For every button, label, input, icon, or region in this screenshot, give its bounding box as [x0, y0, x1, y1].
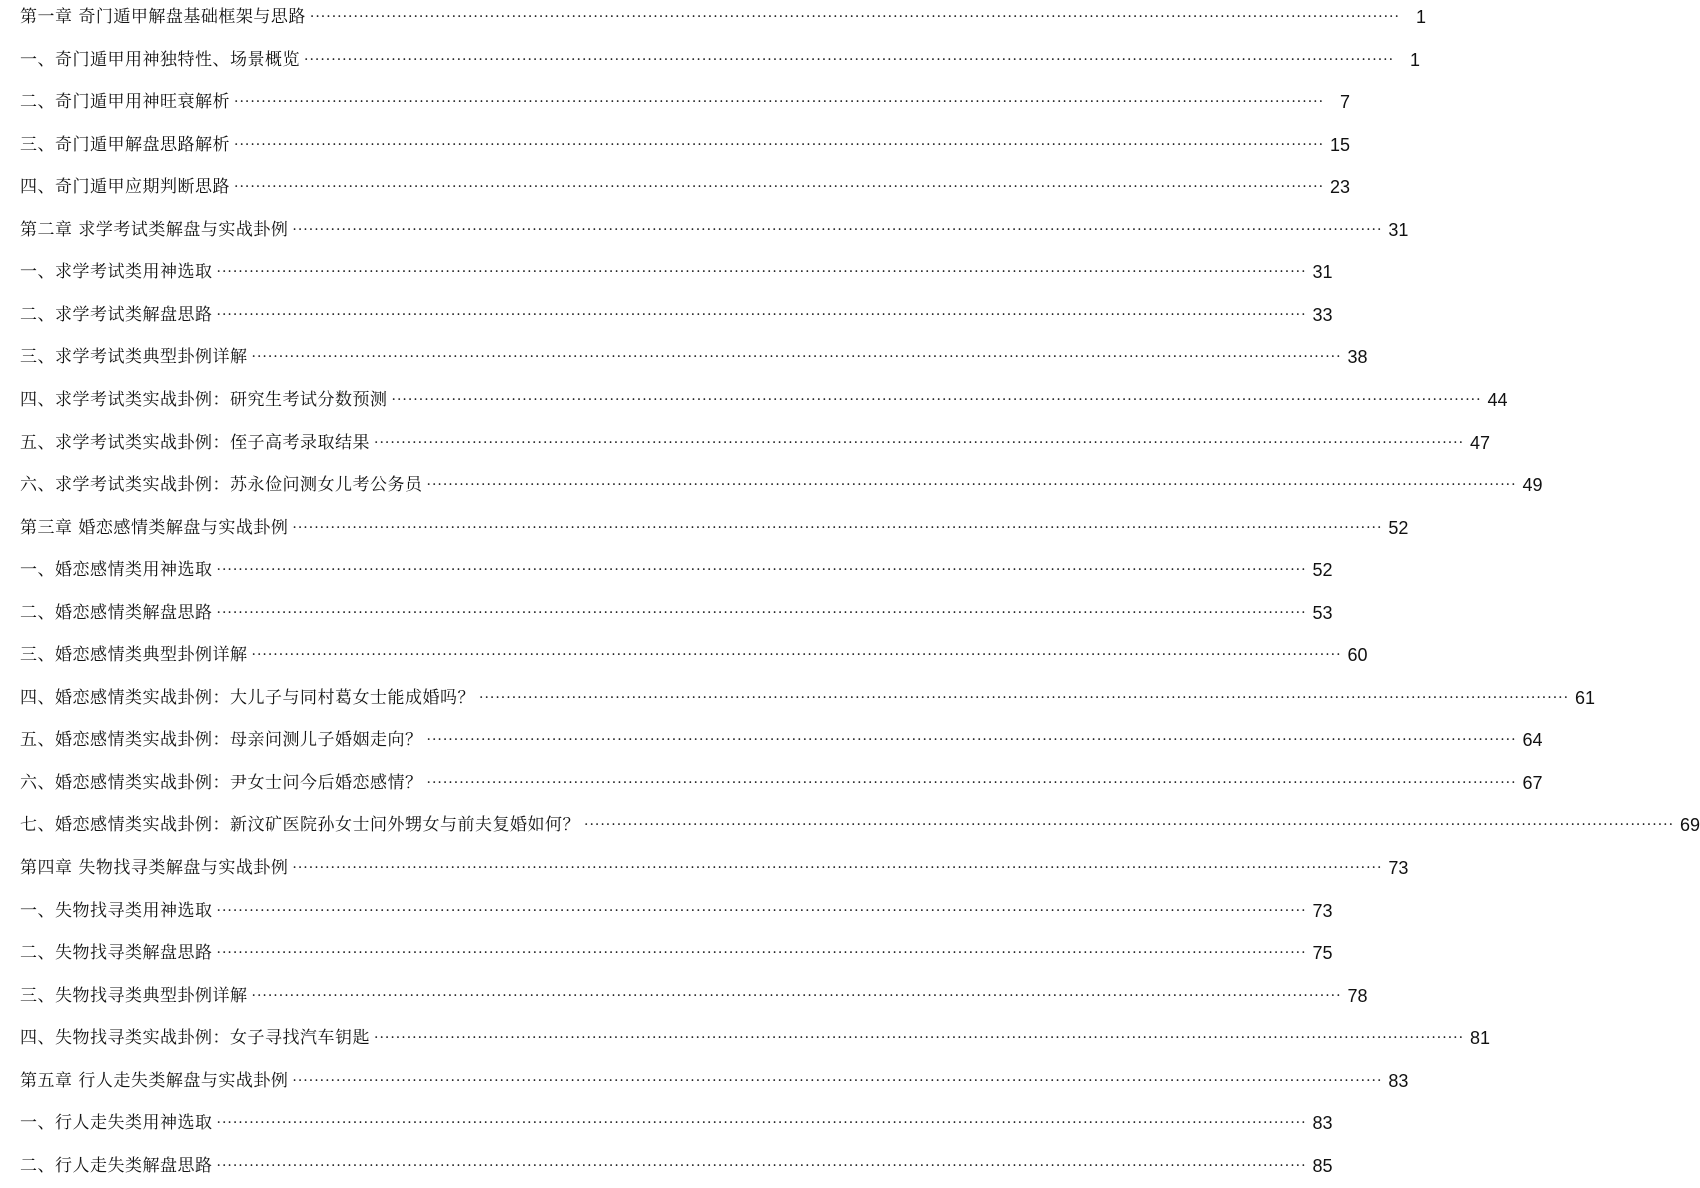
toc-dot-leader: ········································································································································································································ [234, 136, 1325, 153]
toc-dot-leader: ········································································································································································································ [216, 1115, 1307, 1132]
toc-section-entry[interactable] [20, 425, 1491, 461]
toc-dot-leader: ········································································································································································································ [584, 817, 1675, 834]
toc-dot-leader: ········································································································································································································ [426, 477, 1517, 494]
toc-section-entry[interactable] [20, 893, 1333, 929]
toc-section-entry[interactable] [20, 169, 1351, 205]
toc-chapter-entry[interactable] [20, 1063, 1409, 1099]
toc-page-number: 83 [1312, 1113, 1333, 1134]
toc-entry-title: 七、婚恋感情类实战卦例：新汶矿医院孙女士问外甥女与前夫复婚如何？ [20, 815, 580, 836]
toc-dot-leader: ········································································································································································································ [251, 987, 1342, 1004]
toc-dot-leader: ········································································································································································································ [251, 349, 1342, 366]
toc-page-number: 15 [1330, 134, 1351, 155]
toc-page-number: 7 [1340, 92, 1351, 113]
toc-section-entry[interactable] [20, 552, 1333, 588]
toc-entry-title: 二、失物找寻类解盘思路 [20, 943, 213, 964]
toc-entry-title: 四、婚恋感情类实战卦例：大儿子与同村葛女士能成婚吗？ [20, 687, 475, 708]
toc-entry-title: 四、求学考试类实战卦例：研究生考试分数预测 [20, 389, 388, 410]
toc-entry-title: 第一章 奇门遁甲解盘基础框架与思路 [20, 7, 306, 27]
toc-dot-leader: ········································································································································································································ [374, 434, 1465, 451]
toc-section-entry[interactable] [20, 254, 1333, 290]
toc-chapter-entry[interactable] [20, 0, 1426, 35]
toc-entry-title: 二、奇门遁甲用神旺衰解析 [20, 92, 230, 113]
toc-section-entry[interactable] [20, 467, 1543, 503]
toc-entry-title: 第四章 失物找寻类解盘与实战卦例 [20, 858, 289, 878]
toc-chapter-entry[interactable] [20, 850, 1409, 886]
toc-page-number: 33 [1312, 304, 1333, 325]
toc-entry-title: 一、求学考试类用神选取 [20, 262, 213, 283]
toc-page-number: 31 [1388, 219, 1409, 240]
toc-entry-title: 三、奇门遁甲解盘思路解析 [20, 134, 230, 155]
toc-section-entry[interactable] [20, 382, 1508, 418]
toc-entry-title: 四、奇门遁甲应期判断思路 [20, 177, 230, 198]
toc-page-number: 31 [1312, 262, 1333, 283]
toc-page-number: 83 [1388, 1070, 1409, 1091]
toc-entry-title: 第五章 行人走失类解盘与实战卦例 [20, 1070, 289, 1091]
toc-section-entry[interactable] [20, 978, 1368, 1014]
toc-section-entry[interactable] [20, 339, 1368, 375]
toc-section-entry[interactable] [20, 127, 1351, 163]
toc-dot-leader: ········································································································································································································ [292, 1072, 1383, 1089]
toc-page-number: 1 [1415, 7, 1426, 27]
toc-section-entry[interactable] [20, 84, 1351, 120]
toc-dot-leader: ········································································································································································································ [391, 391, 1482, 408]
toc-section-entry[interactable] [20, 807, 1700, 843]
toc-section-entry[interactable] [20, 765, 1543, 801]
toc-section-entry[interactable] [20, 595, 1333, 631]
toc-section-entry[interactable] [20, 297, 1333, 333]
toc-entry-title: 一、行人走失类用神选取 [20, 1113, 213, 1134]
toc-page-number: 85 [1312, 1155, 1333, 1176]
toc-dot-leader: ········································································································································································································ [426, 732, 1517, 749]
toc-dot-leader: ········································································································································································································ [216, 902, 1307, 919]
toc-page-number: 47 [1470, 432, 1491, 453]
toc-section-entry[interactable] [20, 680, 1596, 716]
toc-dot-leader: ········································································································································································································ [251, 647, 1342, 664]
toc-page-number: 81 [1470, 1028, 1491, 1049]
toc-page-number: 78 [1347, 985, 1368, 1006]
toc-section-entry[interactable] [20, 935, 1333, 971]
toc-entry-title: 三、求学考试类典型卦例详解 [20, 347, 248, 368]
toc-dot-leader: ········································································································································································································ [216, 562, 1307, 579]
toc-page-number: 73 [1312, 900, 1333, 921]
toc-page-number: 44 [1487, 389, 1508, 410]
toc-entry-title: 一、婚恋感情类用神选取 [20, 560, 213, 581]
toc-page-number: 49 [1522, 475, 1543, 496]
toc-entry-title: 第二章 求学考试类解盘与实战卦例 [20, 219, 289, 240]
toc-entry-title: 二、行人走失类解盘思路 [20, 1155, 213, 1176]
toc-entry-title: 三、失物找寻类典型卦例详解 [20, 985, 248, 1006]
toc-dot-leader: ········································································································································································································ [304, 51, 1395, 68]
toc-section-entry[interactable] [20, 1020, 1491, 1056]
toc-dot-leader: ········································································································································································································ [234, 94, 1325, 111]
toc-entry-title: 六、求学考试类实战卦例：苏永俭问测女儿考公务员 [20, 475, 423, 496]
toc-dot-leader: ········································································································································································································ [216, 306, 1307, 323]
toc-dot-leader: ········································································································································································································ [479, 689, 1570, 706]
toc-dot-leader: ········································································································································································································ [216, 945, 1307, 962]
toc-section-entry[interactable] [20, 42, 1421, 78]
toc-dot-leader: ········································································································································································································ [426, 774, 1517, 791]
toc-dot-leader: ········································································································································································································ [234, 179, 1325, 196]
toc-dot-leader: ········································································································································································································ [216, 1157, 1307, 1174]
toc-page-number: 1 [1410, 49, 1421, 70]
toc-entry-title: 三、婚恋感情类典型卦例详解 [20, 645, 248, 666]
toc-page-number: 61 [1575, 687, 1596, 708]
toc-dot-leader: ········································································································································································································ [292, 860, 1383, 876]
toc-entry-title: 第三章 婚恋感情类解盘与实战卦例 [20, 517, 289, 538]
toc-section-entry[interactable] [20, 1148, 1333, 1184]
toc-dot-leader: ········································································································································································································ [309, 9, 1400, 25]
toc-page-number: 73 [1388, 858, 1409, 878]
toc-page-number: 67 [1522, 772, 1543, 793]
toc-entry-title: 一、失物找寻类用神选取 [20, 900, 213, 921]
toc-entry-title: 四、失物找寻类实战卦例：女子寻找汽车钥匙 [20, 1028, 370, 1049]
toc-section-entry[interactable] [20, 722, 1543, 758]
toc-page-number: 60 [1347, 645, 1368, 666]
toc-dot-leader: ········································································································································································································ [292, 221, 1383, 238]
toc-dot-leader: ········································································································································································································ [374, 1030, 1465, 1047]
toc-page-number: 69 [1680, 815, 1700, 836]
toc-dot-leader: ········································································································································································································ [216, 604, 1307, 621]
toc-page-number: 38 [1347, 347, 1368, 368]
toc-section-entry[interactable] [20, 1105, 1333, 1141]
toc-entry-title: 二、婚恋感情类解盘思路 [20, 602, 213, 623]
toc-page-number: 64 [1522, 730, 1543, 751]
toc-entry-title: 五、婚恋感情类实战卦例：母亲问测儿子婚姻走向？ [20, 730, 423, 751]
toc-page-number: 52 [1312, 560, 1333, 581]
toc-chapter-entry[interactable] [20, 212, 1409, 248]
toc-entry-title: 二、求学考试类解盘思路 [20, 304, 213, 325]
toc-page-number: 52 [1388, 517, 1409, 538]
toc-entry-title: 一、奇门遁甲用神独特性、场景概览 [20, 49, 300, 70]
toc-section-entry[interactable] [20, 637, 1368, 673]
toc-page-number: 53 [1312, 602, 1333, 623]
toc-entry-title: 六、婚恋感情类实战卦例：尹女士问今后婚恋感情？ [20, 772, 423, 793]
toc-page-number: 23 [1330, 177, 1351, 198]
toc-dot-leader: ········································································································································································································ [216, 264, 1307, 281]
toc-page-number: 75 [1312, 943, 1333, 964]
toc-chapter-entry[interactable] [20, 510, 1409, 546]
toc-dot-leader: ········································································································································································································ [292, 519, 1383, 536]
toc-entry-title: 五、求学考试类实战卦例：侄子高考录取结果 [20, 432, 370, 453]
